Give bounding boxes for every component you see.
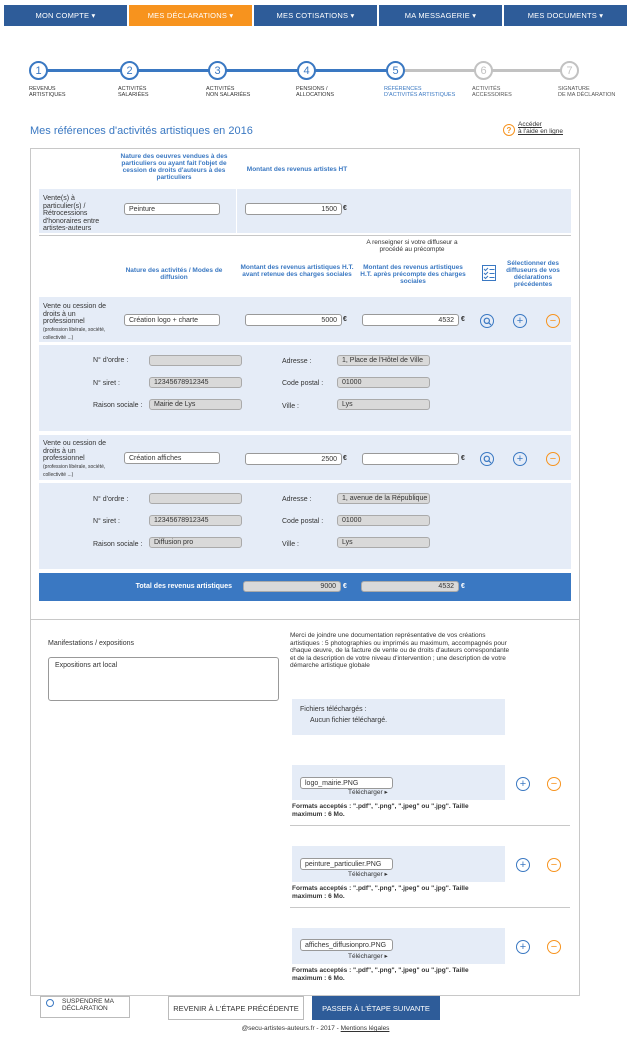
nav-mes-declarations[interactable]: MES DÉCLARATIONS ▾ <box>129 5 252 26</box>
step-6-circle: 6 <box>474 61 493 80</box>
search-icon[interactable] <box>480 452 494 466</box>
raison-field-2: Diffusion pro <box>149 537 242 548</box>
montant-ht-input[interactable]: 1500 <box>245 203 342 215</box>
step-5-circle[interactable]: 5 <box>386 61 405 80</box>
ville-field-1: Lys <box>337 399 430 410</box>
step-4-label: PENSIONS / ALLOCATIONS <box>296 86 335 98</box>
col-nature-activites: Nature des activités / Modes de diffusion <box>125 267 223 281</box>
uploaded-files-empty: Aucun fichier téléchargé. <box>310 717 388 724</box>
euro-sign: € <box>461 455 465 462</box>
uploaded-files-title: Fichiers téléchargés : <box>300 706 367 713</box>
formats-note-1: Formats acceptés : ".pdf", ".png", ".jpeg" ou ".jpg". Taille maximum : 6 Mo. <box>292 803 469 818</box>
section-divider <box>31 619 579 620</box>
siret-field-2: 12345678912345 <box>149 515 242 526</box>
ordre-label: N° d'ordre : <box>93 496 129 503</box>
step-1-label: REVENUS ARTISTIQUES <box>29 86 66 98</box>
ville-field-2: Lys <box>337 537 430 548</box>
total-apres-field: 4532 <box>361 581 459 592</box>
col-select-diffuseurs: Sélectionner des diffuseurs de vos déclarations précédentes <box>506 260 560 288</box>
manifestations-textarea[interactable]: Expositions art local <box>48 657 279 701</box>
montant-avant-input-2[interactable]: 2500 <box>245 453 342 465</box>
add-circle-icon[interactable]: + <box>516 858 530 872</box>
list-check-icon <box>482 265 496 281</box>
step-6-label: ACTIVITÉS ACCESSOIRES <box>472 86 512 98</box>
add-circle-icon[interactable]: + <box>513 314 527 328</box>
remove-circle-icon[interactable]: − <box>546 314 560 328</box>
euro-sign: € <box>461 316 465 323</box>
remove-circle-icon[interactable]: − <box>547 858 561 872</box>
nature-activite-input-1[interactable]: Création logo + charte <box>124 314 220 326</box>
cp-label: Code postal : <box>282 518 324 525</box>
page-title: Mes références d'activités artistiques en 2016 <box>30 125 253 137</box>
col-montant-apres: Montant des revenus artistiques H.T. après précompte des charges sociales <box>360 264 466 285</box>
documentation-instructions: Merci de joindre une documentation représentative de vos créations artistiques : 5 photographies ou imprimés au maximum, accompagnés pour chaque œuvre, de la facture de vente ou de droits d'auteurs correspondante et de la description de votre niveau d'intervention ; une description de votre démarche artistique globale <box>290 632 510 669</box>
montant-apres-input-1[interactable]: 4532 <box>362 314 459 326</box>
divider <box>290 825 570 826</box>
main-nav <box>4 5 627 26</box>
col-divider <box>236 189 237 233</box>
next-step-button[interactable]: PASSER À L'ÉTAPE SUIVANTE <box>312 996 440 1020</box>
telecharger-button-1[interactable]: Télécharger ▸ <box>348 789 388 796</box>
col-montant-ht: Montant des revenus artistes HT <box>246 166 348 173</box>
help-link[interactable]: Accéder à l'aide en ligne <box>518 121 563 135</box>
suspend-label: SUSPENDRE MA DÉCLARATION <box>62 998 114 1012</box>
montant-avant-input-1[interactable]: 5000 <box>245 314 342 326</box>
step-2-label: ACTIVITÉS SALARIÉES <box>118 86 149 98</box>
step-7-circle: 7 <box>560 61 579 80</box>
divider <box>39 235 571 236</box>
cp-field-1: 01000 <box>337 377 430 388</box>
add-circle-icon[interactable]: + <box>516 940 530 954</box>
formats-note-3: Formats acceptés : ".pdf", ".png", ".jpeg" ou ".jpg". Taille maximum : 6 Mo. <box>292 967 469 982</box>
euro-sign: € <box>461 583 465 590</box>
nav-mes-documents[interactable]: MES DOCUMENTS ▾ <box>504 5 627 26</box>
add-circle-icon[interactable]: + <box>513 452 527 466</box>
nav-mes-cotisations[interactable]: MES COTISATIONS ▾ <box>254 5 377 26</box>
remove-circle-icon[interactable]: − <box>547 777 561 791</box>
step-4-circle[interactable]: 4 <box>297 61 316 80</box>
ordre-label: N° d'ordre : <box>93 357 129 364</box>
raison-field-1: Mairie de Lys <box>149 399 242 410</box>
total-label: Total des revenus artistiques <box>135 583 232 590</box>
ville-label: Ville : <box>282 403 299 410</box>
nav-ma-messagerie[interactable]: MA MESSAGERIE ▾ <box>379 5 502 26</box>
montant-apres-input-2[interactable] <box>362 453 459 465</box>
euro-sign: € <box>343 205 347 212</box>
siret-label: N° siret : <box>93 380 120 387</box>
nav-mon-compte[interactable]: MON COMPTE ▾ <box>4 5 127 26</box>
total-avant-field: 9000 <box>243 581 341 592</box>
telecharger-button-3[interactable]: Télécharger ▸ <box>348 953 388 960</box>
search-icon[interactable] <box>480 314 494 328</box>
step-5-label: RÉFÉRENCES D'ACTIVITÉS ARTISTIQUES <box>384 86 456 98</box>
file-name-input-3[interactable]: affiches_diffusionpro.PNG <box>300 939 393 951</box>
remove-circle-icon[interactable]: − <box>547 940 561 954</box>
help-icon[interactable]: ? <box>503 124 515 136</box>
euro-sign: € <box>343 583 347 590</box>
mentions-legales-link[interactable]: Mentions légales <box>340 1025 390 1032</box>
footer-copyright: @secu-artistes-auteurs.fr - 2017 - <box>241 1025 339 1032</box>
raison-label: Raison sociale : <box>93 541 143 548</box>
step-3-label: ACTIVITÉS NON SALARIÉES <box>206 86 251 98</box>
vente-particulier-label: Vente(s) à particulier(s) / Rétrocessions d'honoraires entre artistes-auteurs <box>43 195 100 232</box>
nature-activite-input-2[interactable]: Création affiches <box>124 452 220 464</box>
col-nature-oeuvres: Nature des oeuvres vendues à des particuliers ou ayant fait l'objet de cession de droits d'auteurs à des particuliers <box>120 153 228 181</box>
add-circle-icon[interactable]: + <box>516 777 530 791</box>
step-2-circle[interactable]: 2 <box>120 61 139 80</box>
adresse-label: Adresse : <box>282 358 312 365</box>
col-montant-avant: Montant des revenus artistiques H.T. avant retenue des charges sociales <box>240 264 354 278</box>
ville-label: Ville : <box>282 541 299 548</box>
formats-note-2: Formats acceptés : ".pdf", ".png", ".jpeg" ou ".jpg". Taille maximum : 6 Mo. <box>292 885 469 900</box>
ordre-field-2 <box>149 493 242 504</box>
professionnel-label-1: Vente ou cession de droits à un professionnel (profession libérale, société, collectivité ...) <box>43 303 107 341</box>
euro-sign: € <box>343 316 347 323</box>
raison-label: Raison sociale : <box>93 402 143 409</box>
adresse-label: Adresse : <box>282 496 312 503</box>
step-7-label: SIGNATURE DE MA DÉCLARATION <box>558 86 616 98</box>
step-1-circle[interactable]: 1 <box>29 61 48 80</box>
siret-field-1: 12345678912345 <box>149 377 242 388</box>
step-3-circle[interactable]: 3 <box>208 61 227 80</box>
manifestations-label: Manifestations / expositions <box>48 640 134 647</box>
siret-label: N° siret : <box>93 518 120 525</box>
ordre-field-1 <box>149 355 242 366</box>
telecharger-button-2[interactable]: Télécharger ▸ <box>348 871 388 878</box>
euro-sign: € <box>343 455 347 462</box>
file-name-input-2[interactable]: peinture_particulier.PNG <box>300 858 393 870</box>
adresse-field-2: 1, avenue de la République <box>337 493 430 504</box>
prev-step-button[interactable]: REVENIR À L'ÉTAPE PRÉCÉDENTE <box>168 996 304 1020</box>
divider <box>290 907 570 908</box>
cp-label: Code postal : <box>282 380 324 387</box>
nature-oeuvres-input[interactable]: Peinture <box>124 203 220 215</box>
file-name-input-1[interactable]: logo_mairie.PNG <box>300 777 393 789</box>
footer <box>0 1025 631 1032</box>
remove-circle-icon[interactable]: − <box>546 452 560 466</box>
precompte-note: A renseigner si votre diffuseur a procédé au précompte <box>366 239 458 253</box>
suspend-button[interactable] <box>40 996 130 1018</box>
professionnel-label-2: Vente ou cession de droits à un professionnel (profession libérale, société, collectivité ...) <box>43 440 107 478</box>
cp-field-2: 01000 <box>337 515 430 526</box>
adresse-field-1: 1, Place de l'Hôtel de Ville <box>337 355 430 366</box>
clock-icon <box>46 999 54 1007</box>
